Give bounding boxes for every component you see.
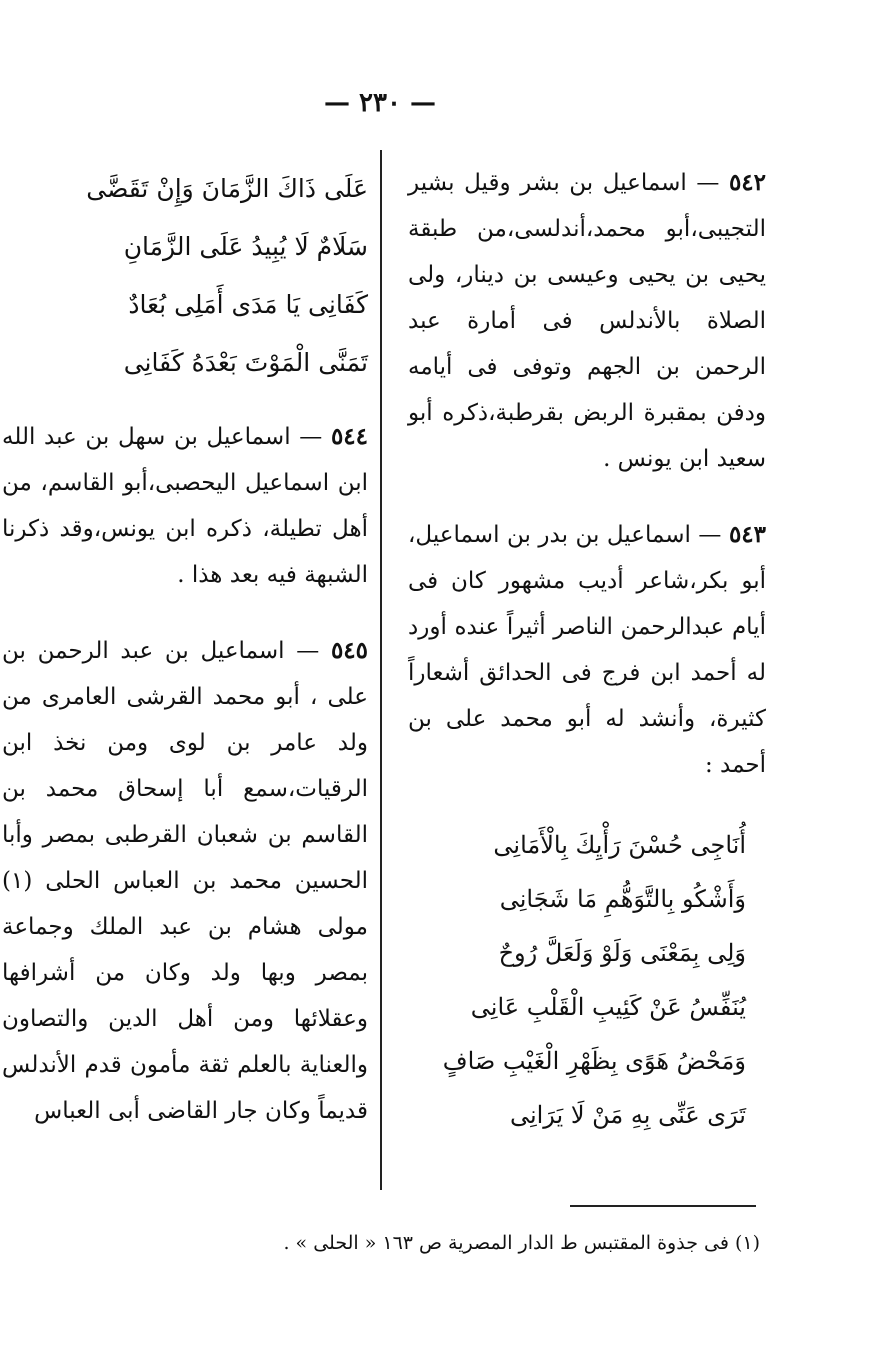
entry-text: — اسماعيل بن بدر بن اسماعيل، أبو بكر،شاعر أديب مشهور كان فى أيام عبدالرحمن الناصر أثيراً عنده أورد له أحمد ابن فرج فى الحدائق أشعاراً كثيرة، وأنشد له أبو محمد على بن أحمد : — [408, 522, 766, 778]
right-column — [408, 160, 766, 1142]
verse-line: وَأَشْكُو بِالتَّوَهُّمِ مَا شَجَانِى — [499, 885, 746, 913]
verse-line: سَلَامٌ لَا يُبِيدُ عَلَى الزَّمَانِ — [123, 232, 368, 261]
verse-line: عَلَى ذَاكَ الزَّمَانَ وَإِنْ تَقَضَّى — [86, 174, 368, 203]
verse-line: يُنَفِّسُ عَنْ كَئِيبِ الْقَلْبِ عَانِى — [470, 993, 746, 1021]
entry-number: ٥٤٣ — [728, 521, 767, 548]
entry-542 — [408, 160, 766, 482]
entry-number: ٥٤٢ — [728, 169, 766, 196]
entry-543 — [408, 512, 766, 788]
verse-line: وَلِى بِمَعْنَى وَلَوْ وَلَعَلَّ رُوحٌ — [498, 939, 746, 967]
verse-line: أُنَاجِى حُسْنَ رَأْيِكَ بِالْأَمَانِى — [493, 831, 746, 859]
verse-line: تَمَنَّى الْمَوْتَ بَعْدَهُ كَفَانِى — [123, 348, 368, 377]
left-column — [2, 160, 368, 1164]
footnote-rule — [570, 1205, 756, 1207]
entry-text: — اسماعيل بن بشر وقيل بشير التجيبى،أبو محمد،أندلسى،من طبقة يحيى بن يحيى وعيسى بن دينار، ولى الصلاة بالأندلس فى أمارة عبد الرحمن بن الجهم وتوفى فى أيامه ودفن بمقبرة الربض بقرطبة،ذكره أبو سعيد ابن يونس . — [408, 170, 766, 472]
page-number: — ٢٣٠ — — [323, 88, 437, 118]
spacer — [2, 392, 368, 414]
poem-verses — [408, 818, 766, 1142]
entry-544 — [2, 414, 368, 598]
column-divider — [380, 150, 382, 1190]
entry-number: ٥٤٤ — [330, 423, 368, 450]
entry-number: ٥٤٥ — [330, 637, 368, 664]
entry-text: — اسماعيل بن عبد الرحمن بن على ، أبو محمد القرشى العامرى من ولد عامر بن لوى ومن نخذ ابن الرقيات،سمع أبا إسحاق محمد بن القاسم بن شعبان القرطبى بمصر وأبا الحسين محمد بن العباس الحلى (١) مولى هشام بن عبد الملك وجماعة بمصر وبها ولد وكان من أشرافها وعقلائها ومن أهل الدين والتصاون والعناية بالعلم ثقة مأمون قدم الأندلس قديماً وكان جار القاضى أبى العباس — [2, 638, 368, 1124]
poem-verses-continued — [2, 160, 368, 392]
entry-text: — اسماعيل بن سهل بن عبد الله ابن اسماعيل اليحصبى،أبو القاسم، من أهل تطيلة، ذكره ابن يونس،وقد ذكرنا الشبهة فيه بعد هذا . — [2, 424, 368, 588]
footnote: (١) فى جذوة المقتبس ط الدار المصرية ص ١٦٣ « الحلى » . — [283, 1232, 760, 1254]
verse-line: تَرَى عَنِّى بِهِ مَنْ لَا يَرَانِى — [509, 1101, 746, 1129]
verse-line: كَفَانِى يَا مَدَى أَمَلِى بُعَادٌ — [128, 290, 368, 319]
entry-545 — [2, 628, 368, 1134]
verse-line: وَمَحْضُ هَوًى بِظَهْرِ الْغَيْبِ صَافٍ — [442, 1047, 746, 1075]
